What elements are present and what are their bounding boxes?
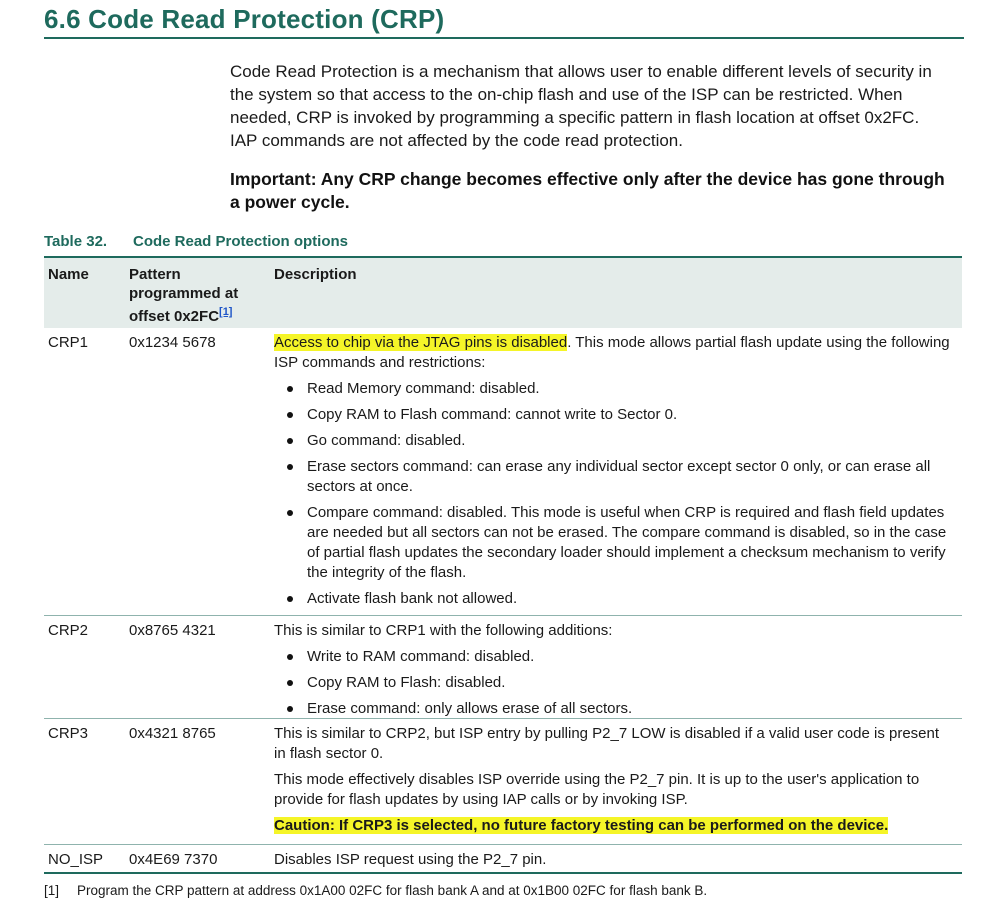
row-pattern: 0x8765 4321 (129, 622, 216, 639)
description-text: . This mode allows partial flash update using the following ISP commands and restrictions: (274, 334, 950, 371)
section-heading: 6.6 Code Read Protection (CRP) (44, 4, 445, 34)
table-header-row (44, 258, 962, 328)
row-description-text-2: This mode effectively disables ISP override using the P2_7 pin. It is up to the user's application to provide for flash updates by using IAP calls or by invoking ISP. (274, 771, 920, 808)
row-name: NO_ISP (48, 851, 104, 868)
bullet-item: Activate flash bank not allowed. (274, 589, 954, 609)
bullet-item: Compare command: disabled. This mode is useful when CRP is required and flash field updates are needed but all sectors can not be erased. The compare command is disabled, so in the case of partial flash updates the secondary loader should implement a checksum mechanism to verify the integrity of the flash. (274, 503, 954, 583)
header-description: Description (274, 266, 357, 283)
footnote (44, 883, 707, 898)
bullet-list (274, 379, 954, 609)
row-description-text (274, 333, 954, 373)
row-pattern: 0x1234 5678 (129, 334, 216, 351)
caution-note (274, 816, 954, 836)
table-row-crp3 (44, 719, 962, 845)
row-name: CRP3 (48, 725, 89, 742)
footnote-ref-link[interactable]: [1] (219, 306, 233, 318)
heading-rule (44, 37, 964, 39)
table-row-crp1 (44, 328, 962, 616)
table-caption (44, 233, 348, 250)
table-caption-title: Code Read Protection options (133, 233, 349, 250)
crp-options-table (44, 256, 962, 874)
table-row-no-isp (44, 845, 962, 874)
header-pattern-label: Pattern programmed at offset 0x2FC (129, 266, 239, 325)
header-pattern (129, 265, 269, 326)
bullet-item: Read Memory command: disabled. (274, 379, 954, 399)
row-pattern: 0x4321 8765 (129, 725, 216, 742)
row-description (274, 616, 962, 719)
row-description-text: This is similar to CRP1 with the following additions: (274, 622, 613, 639)
table-caption-number: Table 32. (44, 233, 108, 250)
intro-paragraph: Code Read Protection is a mechanism that allows user to enable different levels of security in the system so that access to the on-chip flash and use of the ISP can be restricted. When needed, CRP is invoked by programming a specific pattern in flash location at offset 0x2FC. IAP commands are not affected by the code read protection. (230, 62, 932, 150)
row-description-text: Disables ISP request using the P2_7 pin. (274, 851, 547, 868)
row-description (274, 845, 962, 870)
row-description-text: This is similar to CRP2, but ISP entry by pulling P2_7 LOW is disabled if a valid user code is present in flash sector 0. (274, 725, 940, 762)
header-name: Name (48, 266, 89, 283)
bullet-item: Go command: disabled. (274, 431, 954, 451)
row-name: CRP1 (48, 334, 89, 351)
bullet-list (274, 647, 954, 719)
bullet-item: Write to RAM command: disabled. (274, 647, 954, 667)
bullet-item: Copy RAM to Flash command: cannot write to Sector 0. (274, 405, 954, 425)
row-name: CRP2 (48, 622, 89, 639)
footnote-mark: [1] (44, 883, 60, 898)
bullet-item: Copy RAM to Flash: disabled. (274, 673, 954, 693)
caution-text: Caution: If CRP3 is selected, no future factory testing can be performed on the device. (274, 817, 889, 834)
row-description (274, 328, 962, 609)
important-note: Important: Any CRP change becomes effective only after the device has gone through a power cycle. (230, 169, 945, 212)
row-pattern: 0x4E69 7370 (129, 851, 218, 868)
row-description (274, 719, 962, 836)
table-row-crp2 (44, 616, 962, 719)
highlighted-text: Access to chip via the JTAG pins is disabled (274, 334, 568, 351)
footnote-text: Program the CRP pattern at address 0x1A00 02FC for flash bank A and at 0x1B00 02FC for flash bank B. (77, 883, 708, 898)
bullet-item: Erase sectors command: can erase any individual sector except sector 0 only, or can erase all sectors at once. (274, 457, 954, 497)
bullet-item: Erase command: only allows erase of all sectors. (274, 699, 954, 719)
